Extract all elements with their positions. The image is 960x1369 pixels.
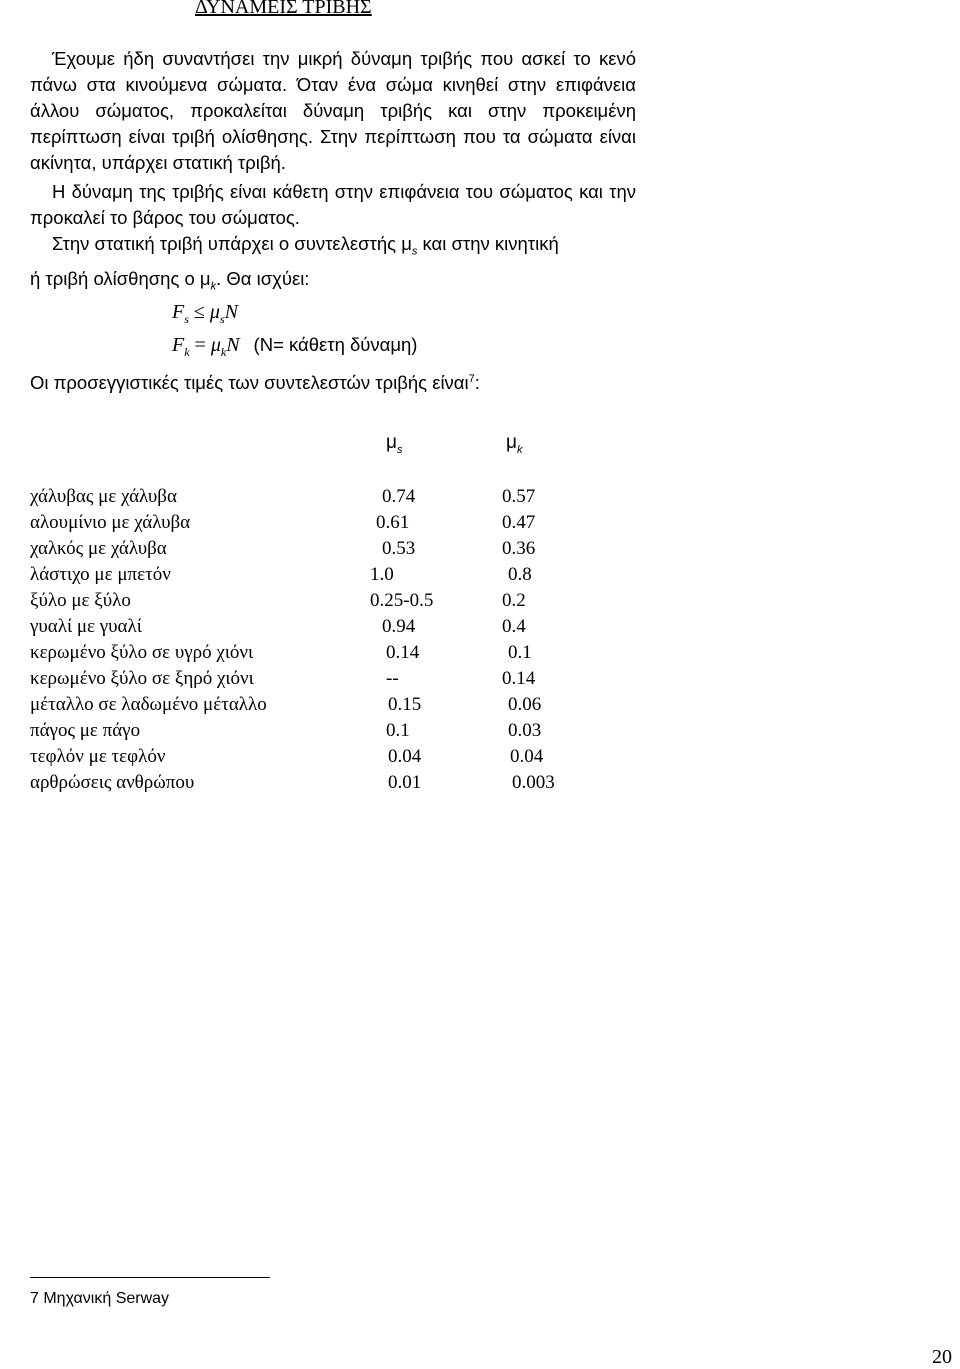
eq2-note: (N= κάθετη δύναμη)	[253, 334, 418, 355]
kinetic-coefficient: 0.2	[502, 590, 526, 611]
table-row	[30, 746, 610, 772]
kinetic-coefficient: 0.4	[502, 616, 526, 637]
kinetic-coefficient: 0.36	[502, 538, 536, 559]
eq2-F: F	[172, 334, 185, 356]
eq1-F: F	[172, 301, 185, 323]
header-mu-k-symbol: μ	[506, 432, 517, 453]
kinetic-friction-line	[30, 268, 309, 293]
sliding-friction-text: ή τριβή ολίσθησης ο μ	[30, 268, 211, 289]
mu-s-subscript: s	[411, 245, 418, 258]
eq1-mu-sub: s	[219, 312, 225, 326]
eq1-F-sub: s	[184, 312, 189, 326]
table-intro-colon: :	[474, 372, 480, 393]
kinetic-coefficient: 0.57	[502, 486, 536, 507]
footnote-ref: 7	[468, 372, 475, 385]
material-pair: ξύλο με ξύλο	[30, 590, 131, 611]
header-mu-s-symbol: μ	[386, 432, 397, 453]
material-pair: πάγος με πάγο	[30, 720, 141, 741]
eq2-mu-sub: k	[220, 345, 227, 359]
table-intro-text: Οι προσεγγιστικές τιμές των συντελεστών τριβής είναι	[30, 372, 469, 393]
equation-kinetic	[172, 334, 417, 360]
material-pair: κερωμένο ξύλο σε ξηρό χιόνι	[30, 668, 254, 689]
static-coefficient: 0.15	[388, 694, 422, 715]
header-mu-k-sub: k	[516, 443, 523, 456]
static-coefficient: 0.61	[376, 512, 410, 533]
header-mu-s-sub: s	[396, 443, 403, 456]
eq1-mu: μ	[209, 301, 220, 323]
static-coefficient: 0.1	[386, 720, 410, 741]
table-row	[30, 538, 610, 564]
kinetic-coefficient: 0.04	[510, 746, 544, 767]
header-mu-k	[506, 432, 522, 456]
kinetic-coefficient: 0.8	[508, 564, 532, 585]
static-coefficient: 0.14	[386, 642, 420, 663]
static-coefficient: 0.04	[388, 746, 422, 767]
static-coefficient: 0.01	[388, 772, 422, 793]
table-row	[30, 720, 610, 746]
eq2-operator: =	[189, 334, 211, 356]
page-number: 20	[932, 1346, 952, 1368]
table-row	[30, 668, 610, 694]
static-friction-text: Στην στατική τριβή υπάρχει ο συντελεστής μ	[52, 233, 412, 254]
eq1-N: N	[224, 301, 238, 323]
kinetic-coefficient: 0.14	[502, 668, 536, 689]
material-pair: μέταλλο σε λαδωμένο μέταλλο	[30, 694, 267, 715]
table-row	[30, 642, 610, 668]
material-pair: λάστιχο με μπετόν	[30, 564, 171, 585]
static-friction-line	[52, 233, 559, 258]
static-coefficient: 1.0	[370, 564, 394, 585]
table-intro	[30, 372, 480, 394]
eq2-mu: μ	[210, 334, 221, 356]
eq2-F-sub: k	[184, 345, 190, 359]
footnote: 7 Μηχανική Serway	[30, 1290, 170, 1307]
table-row	[30, 564, 610, 590]
kinetic-coefficient: 0.1	[508, 642, 532, 663]
material-pair: γυαλί με γυαλί	[30, 616, 142, 637]
paragraph-2: Η δύναμη της τριβής είναι κάθετη στην επιφάνεια του σώματος και την προκαλεί το βάρος του σώματος.	[30, 181, 636, 228]
static-coefficient: 0.74	[382, 486, 416, 507]
eq2-N: N	[226, 334, 240, 356]
table-row	[30, 694, 610, 720]
material-pair: κερωμένο ξύλο σε υγρό χιόνι	[30, 642, 254, 663]
static-coefficient: 0.94	[382, 616, 416, 637]
kinetic-friction-text: και στην κινητική	[417, 233, 559, 254]
material-pair: χαλκός με χάλυβα	[30, 538, 167, 559]
kinetic-coefficient: 0.003	[512, 772, 555, 793]
material-pair: αλουμίνιο με χάλυβα	[30, 512, 191, 533]
material-pair: χάλυβας με χάλυβα	[30, 486, 177, 507]
page-title: ΔΥΝΑΜΕΙΣ ΤΡΙΒΗΣ	[195, 0, 372, 18]
footnote-rule	[30, 1277, 270, 1278]
paragraph-1: Έχουμε ήδη συναντήσει την μικρή δύναμη τριβής που ασκεί το κενό πάνω στα κινούμενα σώματα. Όταν ένα σώμα κινηθεί στην επιφάνεια άλλου σώματος, προκαλείται δύναμη τριβής και στην προκειμένη περίπτωση είναι τριβή ολίσθησης. Στην περίπτωση που τα σώματα είναι ακίνητα, υπάρχει στατική τριβή.	[30, 48, 636, 173]
holds-text: . Θα ισχύει:	[216, 268, 310, 289]
material-pair: τεφλόν με τεφλόν	[30, 746, 166, 767]
eq1-operator: ≤	[188, 301, 210, 323]
static-coefficient: 0.53	[382, 538, 416, 559]
kinetic-coefficient: 0.06	[508, 694, 542, 715]
table-row	[30, 616, 610, 642]
table-row	[30, 772, 610, 798]
table-row	[30, 590, 610, 616]
table-row	[30, 512, 610, 538]
equation-static	[172, 301, 238, 327]
table-row	[30, 486, 610, 512]
kinetic-coefficient: 0.03	[508, 720, 542, 741]
static-coefficient: 0.25-0.5	[370, 590, 434, 611]
material-pair: αρθρώσεις ανθρώπου	[30, 772, 195, 793]
header-mu-s	[386, 432, 402, 456]
mu-k-subscript: k	[210, 280, 217, 293]
kinetic-coefficient: 0.47	[502, 512, 536, 533]
static-coefficient: --	[386, 668, 399, 689]
